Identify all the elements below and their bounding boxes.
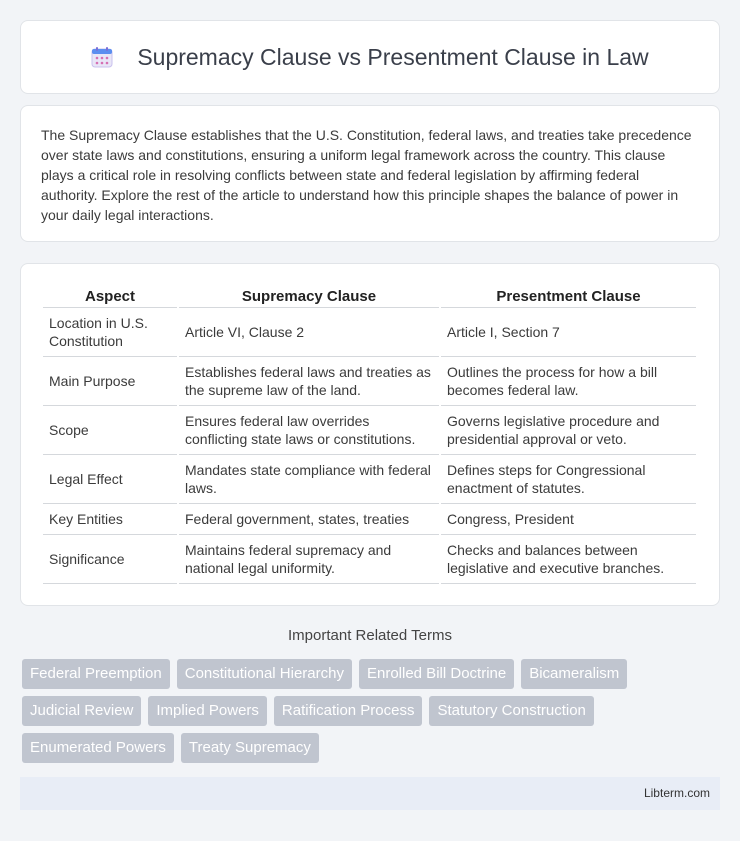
calendar-icon: [91, 46, 113, 68]
term-tag[interactable]: Statutory Construction: [429, 696, 593, 726]
intro-paragraph: The Supremacy Clause establishes that the U.S. Constitution, federal laws, and treaties take precedence over state laws and constitutions, ensuring a uniform legal framework across the country. This clause plays a critical role in resolving conflicts between state and federal legislation by affirming federal authority. Explore the rest of the article to understand how this principle shapes the balance of power in your daily legal interactions.: [41, 127, 692, 223]
comparison-card: [20, 263, 720, 606]
page-title: Supremacy Clause vs Presentment Clause in Law: [137, 43, 649, 70]
term-tag[interactable]: Judicial Review: [22, 696, 141, 726]
footer: [20, 777, 720, 810]
term-tag[interactable]: Treaty Supremacy: [181, 733, 319, 763]
table-cell: Maintains federal supremacy and national legal uniformity.: [179, 535, 439, 584]
intro-card: [20, 105, 720, 242]
table-row: [43, 504, 696, 535]
header-presentment: Presentment Clause: [441, 284, 696, 308]
table-cell: Federal government, states, treaties: [179, 504, 439, 535]
table-cell: Legal Effect: [43, 455, 177, 504]
table-cell: Main Purpose: [43, 357, 177, 406]
term-tag[interactable]: Bicameralism: [521, 659, 627, 689]
table-cell: Establishes federal laws and treaties as the supreme law of the land.: [179, 357, 439, 406]
table-cell: Significance: [43, 535, 177, 584]
table-cell: Congress, President: [441, 504, 696, 535]
term-tag[interactable]: Enumerated Powers: [22, 733, 174, 763]
term-tag[interactable]: Constitutional Hierarchy: [177, 659, 352, 689]
footer-site-link[interactable]: Libterm.com: [643, 786, 710, 800]
comparison-table: [41, 284, 698, 584]
table-cell: Key Entities: [43, 504, 177, 535]
table-cell: Outlines the process for how a bill becomes federal law.: [441, 357, 696, 406]
table-row: [43, 455, 696, 504]
table-cell: Checks and balances between legislative and executive branches.: [441, 535, 696, 584]
table-cell: Ensures federal law overrides conflicting state laws or constitutions.: [179, 406, 439, 455]
table-cell: Scope: [43, 406, 177, 455]
related-terms-list: [22, 659, 722, 770]
table-row: [43, 406, 696, 455]
header-aspect: Aspect: [43, 284, 177, 308]
table-header-row: [43, 284, 696, 308]
table-row: [43, 308, 696, 357]
related-terms-heading: Important Related Terms: [288, 627, 452, 644]
table-cell: Location in U.S. Constitution: [43, 308, 177, 357]
header-supremacy: Supremacy Clause: [179, 284, 439, 308]
table-cell: Mandates state compliance with federal laws.: [179, 455, 439, 504]
table-cell: Defines steps for Congressional enactment of statutes.: [441, 455, 696, 504]
table-cell: Governs legislative procedure and presidential approval or veto.: [441, 406, 696, 455]
term-tag[interactable]: Federal Preemption: [22, 659, 170, 689]
term-tag[interactable]: Enrolled Bill Doctrine: [359, 659, 514, 689]
table-cell: Article VI, Clause 2: [179, 308, 439, 357]
table-row: [43, 535, 696, 584]
title-card: [20, 20, 720, 94]
table-cell: Article I, Section 7: [441, 308, 696, 357]
term-tag[interactable]: Implied Powers: [148, 696, 267, 726]
term-tag[interactable]: Ratification Process: [274, 696, 423, 726]
table-row: [43, 357, 696, 406]
